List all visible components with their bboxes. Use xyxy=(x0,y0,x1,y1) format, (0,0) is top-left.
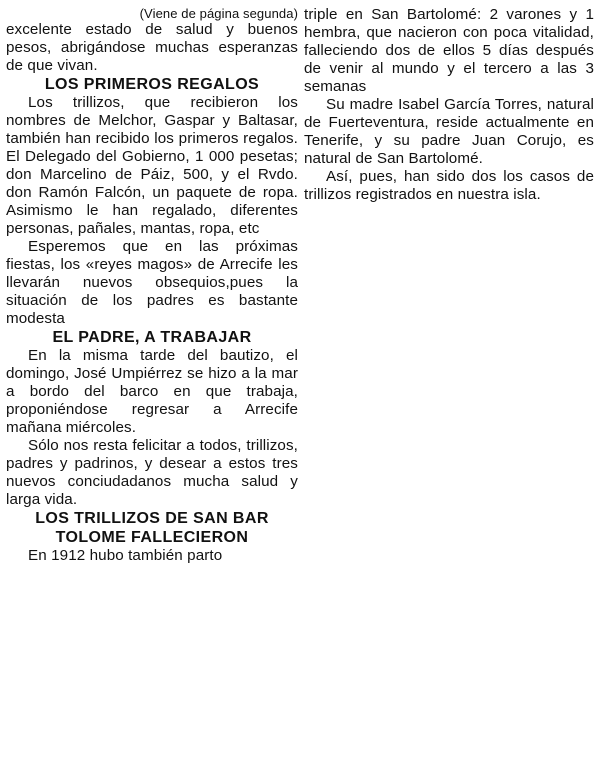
madre-paragraph: Su madre Isabel García Torres, natural de Fuerteventura, reside actualmente en Tenerife, y su padre Juan Corujo, es natural de San Bartolomé. xyxy=(304,96,594,167)
intro-paragraph: excelente estado de salud y buenos pesos, abrigándose muchas esperanzas de que vivan. xyxy=(6,21,298,74)
left-column xyxy=(6,6,298,759)
reyes-magos-paragraph: Esperemos que en las próximas fiestas, los «reyes magos» de Arrecife les llevarán nuevos obsequios,pues la situación de los padres es bastante modesta xyxy=(6,238,298,327)
parto-1912-continued-paragraph: triple en San Bartolomé: 2 varones y 1 hembra, que nacieron con poca vitalidad, falleciendo dos de ellos 5 días después de venir al mundo y el tercero a las 3 semanas xyxy=(304,6,594,95)
regalos-paragraph: Los trillizos, que recibieron los nombres de Melchor, Gaspar y Baltasar, también han recibido los primeros regalos. El Delegado del Gobierno, 1 000 pesetas; don Marcelino de Páiz, 500, y el Rvdo. don Ramón Falcón, un paquete de ropa. Asimismo le han regalado, diferentes personas, pañales, mantas, ropa, etc xyxy=(6,94,298,237)
heading-trillizos-fallecieron-line1: LOS TRILLIZOS DE SAN BAR xyxy=(35,510,269,527)
right-column xyxy=(304,6,594,759)
casos-paragraph: Así, pues, han sido dos los casos de trillizos registrados en nuestra isla. xyxy=(304,168,594,203)
felicitar-paragraph: Sólo nos resta felicitar a todos, trillizos, padres y padrinos, y desear a estos tres nuevos conciudadanos mucha salud y larga vida. xyxy=(6,437,298,508)
heading-trillizos-fallecieron-line2: TOLOME FALLECIERON xyxy=(55,529,249,546)
parto-1912-paragraph: En 1912 hubo también parto xyxy=(28,547,223,564)
heading-padre-trabajar: EL PADRE, A TRABAJAR xyxy=(52,329,252,346)
continuation-note: (Viene de página segunda) xyxy=(139,6,298,21)
heading-primeros-regalos: LOS PRIMEROS REGALOS xyxy=(44,76,260,93)
padre-paragraph: En la misma tarde del bautizo, el domingo, José Umpiérrez se hizo a la mar a bordo del barco en que trabaja, proponiéndose regresar a Arrecife mañana miércoles. xyxy=(6,347,298,436)
